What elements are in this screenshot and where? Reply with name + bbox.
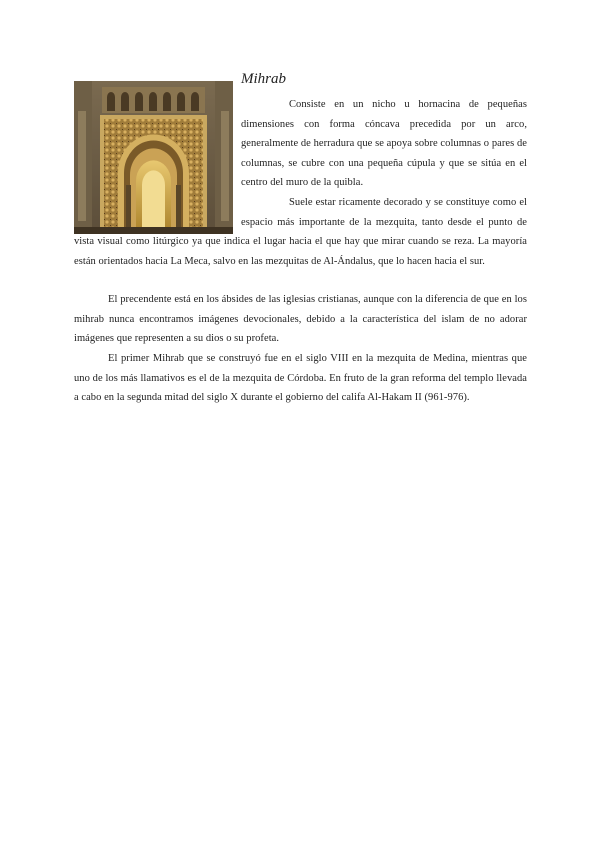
paragraph-history: El primer Mihrab que se construyó fue en el siglo VIII en la mezquita de Medina, mientras que uno de los más llamativos es el de la mezquita de Córdoba. En fruto de la gran reforma del templo llevada a cabo en la segunda mitad del siglo X durante el gobierno del califa Al-Hakam II (961-976).	[74, 353, 527, 403]
paragraph-decoration-text: Suele estar ricamente decorado y se constituye como el espacio más importante de la mezquita, tanto desde el punto de vista visual como litúrgico ya que indica el lugar hacia el que hay que mirar cuando se reza. La mayoría están orientados hacia La Meca, salvo en las mezquitas de Al-Ándalus, que lo hacen hacia el sur.	[74, 197, 527, 267]
paragraph-precedent: El precendente está en los ábsides de las iglesias cristianas, aunque con la diferencia de que en los mihrab nunca encontramos imágenes devocionales, debido a la característica del islam de no adorar imágenes que representen a su dios o su profeta.	[74, 294, 527, 344]
paragraph-definition: Consiste en un nicho u hornacina de pequeñas dimensiones con forma cóncava precedida por un arco, generalmente de herradura que se apoya sobre columnas o pares de columnas, se cubre con una pequeña cúpula y que se sitúa en el centro del muro de la quibla.	[241, 99, 527, 188]
section-heading: Mihrab	[241, 71, 286, 87]
paragraph-decoration	[74, 193, 527, 271]
